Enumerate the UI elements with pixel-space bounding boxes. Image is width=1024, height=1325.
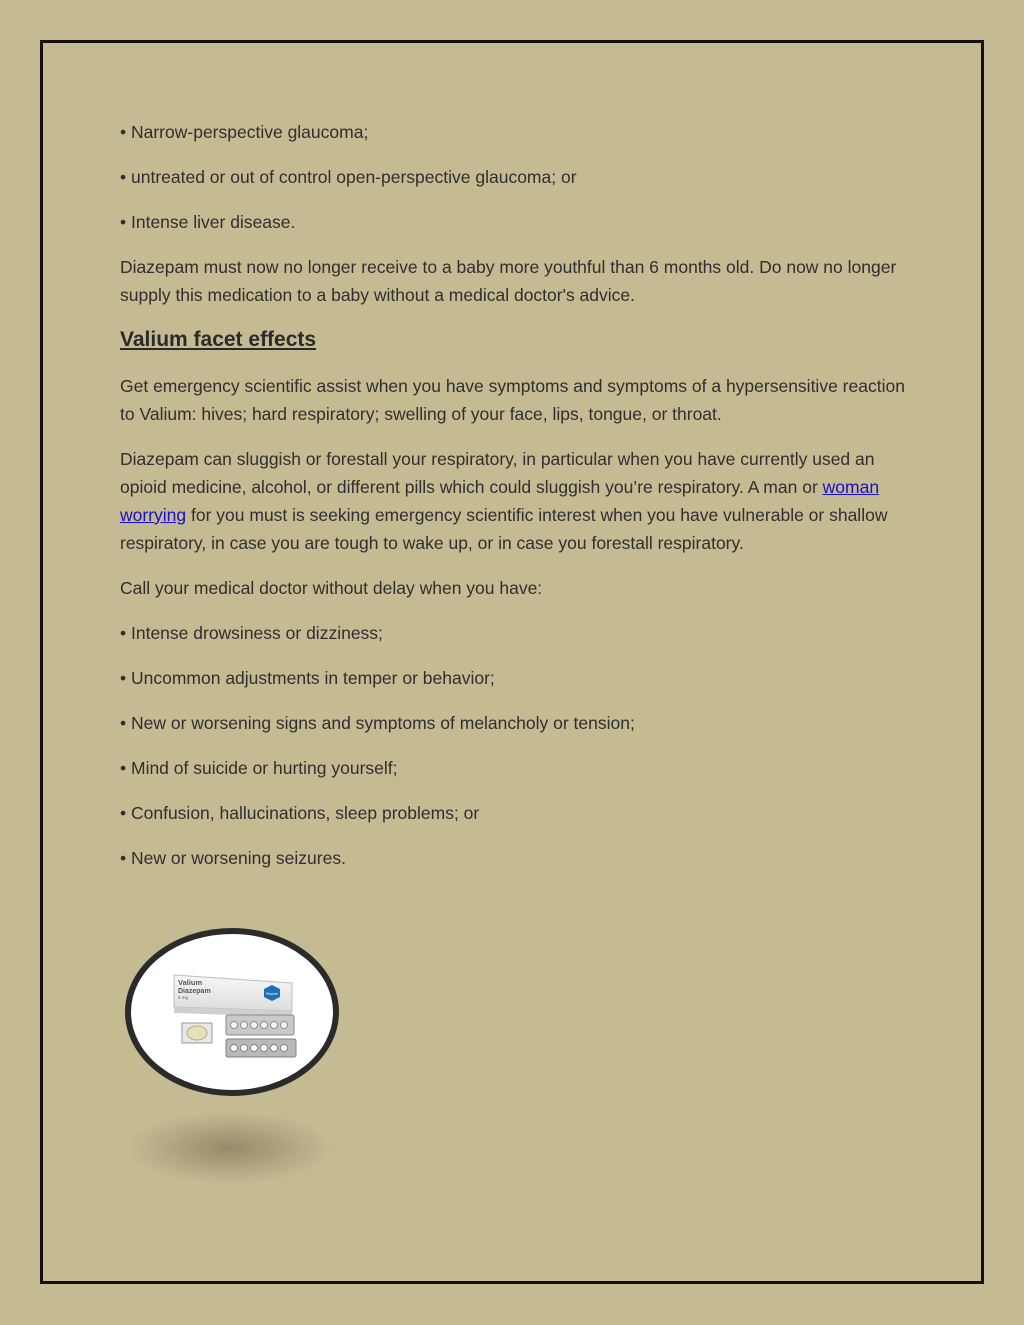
box-label: 5 mg: [178, 995, 189, 1000]
paragraph-text: for you must is seeking emergency scientific interest when you have vulnerable or shallow respiratory, in case you are tough to wake up, or in case you forestall respiratory.: [120, 505, 888, 553]
section-heading: Valium facet effects: [120, 328, 317, 351]
bullet-item: • Intense liver disease.: [120, 212, 296, 232]
paragraph-emergency: Get emergency scientific assist when you have symptoms and symptoms of a hypersensitive reaction to Valium: hives; hard respiratory; swelling of your face, lips, tongue, or throat.: [120, 376, 905, 424]
bullet-item: • New or worsening seizures.: [120, 848, 346, 868]
valium-product-image: [124, 927, 340, 1097]
brand-label: Roche: [266, 991, 278, 996]
bullet-item: • Confusion, hallucinations, sleep problems; or: [120, 803, 480, 823]
document-body: [120, 118, 910, 889]
box-label: Diazepam: [178, 988, 211, 995]
tablet-icon: [187, 1026, 207, 1040]
medicine-box: [174, 975, 292, 1017]
bullet-item: • Intense drowsiness or dizziness;: [120, 623, 383, 643]
bullet-item: • Narrow-perspective glaucoma;: [120, 122, 369, 142]
bullet-item: • New or worsening signs and symptoms of melancholy or tension;: [120, 713, 635, 733]
paragraph-child-warning: Diazepam must now no longer receive to a baby more youthful than 6 months old. Do now no longer supply this medication to a baby without a medical doctor's advice.: [120, 257, 897, 305]
paragraph-respiratory: [120, 445, 910, 557]
blister-pack: [226, 1039, 296, 1057]
bullet-item: • untreated or out of control open-perspective glaucoma; or: [120, 167, 577, 187]
image-shadow: [128, 1112, 332, 1184]
woman-worrying-link[interactable]: woman worrying: [120, 477, 880, 525]
bullet-item: • Mind of suicide or hurting yourself;: [120, 758, 398, 778]
box-label: Valium: [178, 978, 203, 987]
paragraph-text: Diazepam can sluggish or forestall your respiratory, in particular when you have currently used an opioid medicine, alcohol, or different pills which could sluggish you’re respiratory. A man or: [120, 449, 875, 497]
paragraph-call-doctor: Call your medical doctor without delay when you have:: [120, 578, 543, 598]
blister-pack: [226, 1015, 294, 1035]
bullet-item: • Uncommon adjustments in temper or behavior;: [120, 668, 495, 688]
